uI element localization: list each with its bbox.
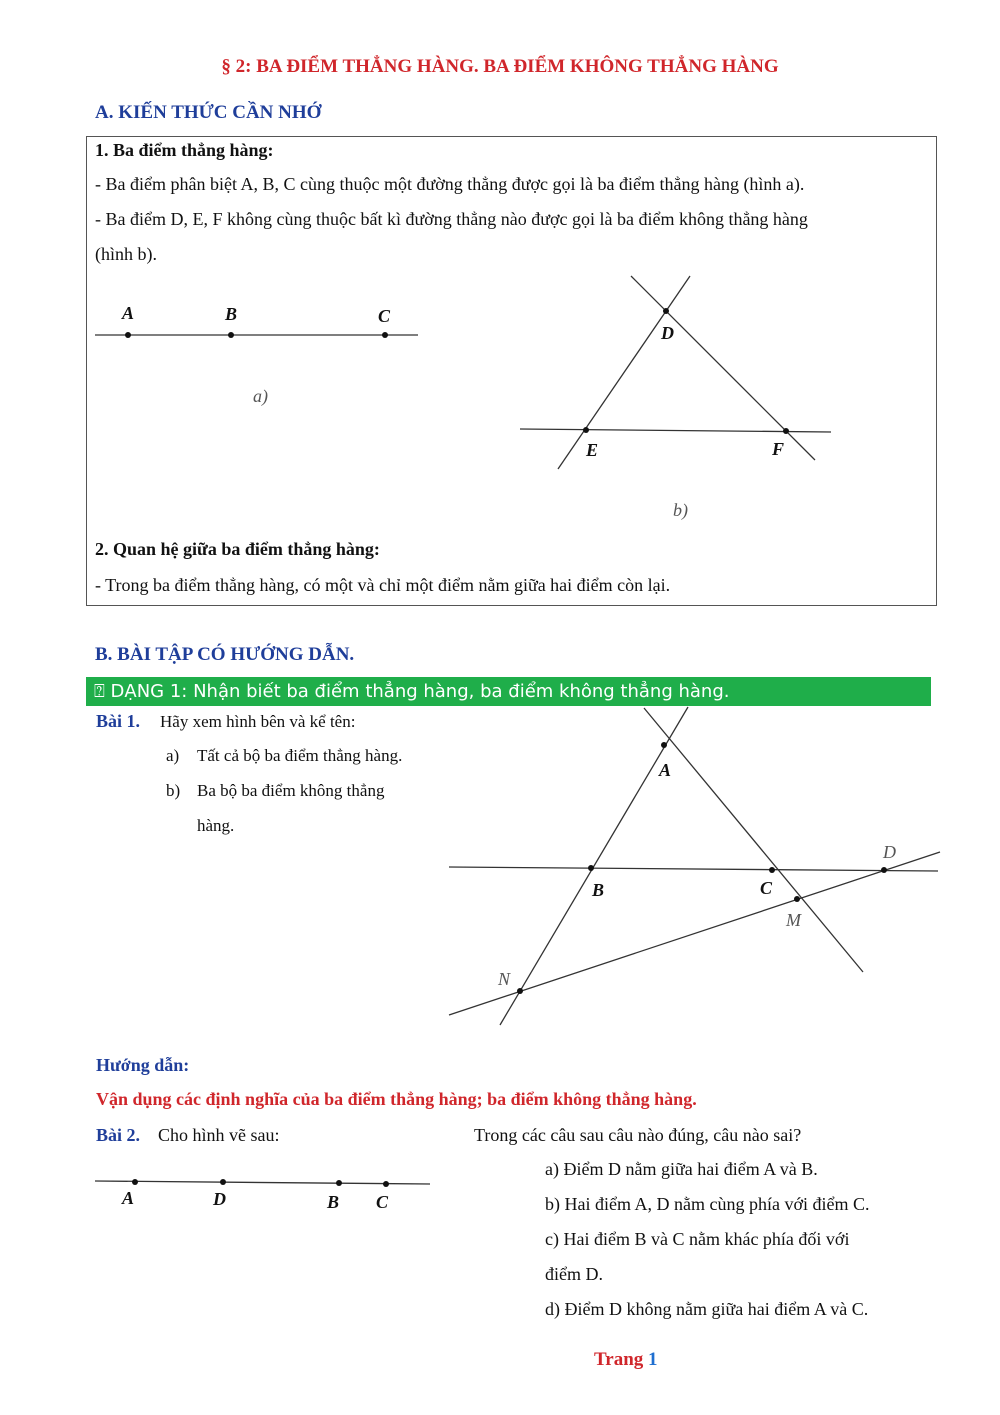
page-footer: [594, 1349, 658, 1371]
bai2-option-c-line1: c) Hai điểm B và C nằm khác phía đối với: [545, 1229, 850, 1249]
item1-line2: - Ba điểm D, E, F không cùng thuộc bất kì đường thẳng nào được gọi là ba điểm không thẳng hàng: [95, 209, 808, 229]
bai1-a-marker: a): [166, 746, 180, 765]
bai1-label-m: M: [786, 910, 801, 930]
dang1-banner: ⍰ DẠNG 1: Nhận biết ba điểm thẳng hàng, ba điểm không thẳng hàng.: [86, 677, 931, 706]
bai2-question: Trong các câu sau câu nào đúng, câu nào sai?: [474, 1125, 802, 1145]
footer-page-number: 1: [648, 1349, 658, 1370]
bai1-label: Bài 1.: [96, 711, 141, 731]
fig-a-label-a: A: [122, 303, 135, 323]
bai1-a-text: Tất cả bộ ba điểm thẳng hàng.: [197, 746, 403, 765]
bai1-label-c: C: [760, 878, 773, 898]
bai2-label-a: A: [122, 1188, 135, 1208]
bai1-prompt: Hãy xem hình bên và kể tên:: [160, 712, 356, 731]
guide-text: Vận dụng các định nghĩa của ba điểm thẳng hàng; ba điểm không thẳng hàng.: [96, 1089, 697, 1109]
footer-label: Trang: [594, 1349, 644, 1370]
bai2-option-a: a) Điểm D nằm giữa hai điểm A và B.: [545, 1159, 818, 1179]
item2-title: 2. Quan hệ giữa ba điểm thẳng hàng:: [95, 539, 380, 559]
section-b-heading: B. BÀI TẬP CÓ HƯỚNG DẪN.: [95, 644, 355, 665]
item1-line1: - Ba điểm phân biệt A, B, C cùng thuộc một đường thẳng được gọi là ba điểm thẳng hàng (hình a).: [95, 174, 805, 194]
fig-a-label-c: C: [378, 306, 391, 326]
bai2-option-d: d) Điểm D không nằm giữa hai điểm A và C.: [545, 1299, 869, 1319]
bai1-label-d: D: [883, 842, 896, 862]
fig-b-label-d: D: [661, 323, 674, 343]
item1-title: 1. Ba điểm thẳng hàng:: [95, 140, 274, 160]
fig-b-label-e: E: [586, 440, 599, 460]
bai2-prompt: Cho hình vẽ sau:: [158, 1125, 280, 1145]
bai2-label-d: D: [213, 1189, 226, 1209]
item2-line1: - Trong ba điểm thẳng hàng, có một và chỉ một điểm nằm giữa hai điểm còn lại.: [95, 575, 671, 595]
page-title: § 2: BA ĐIỂM THẲNG HÀNG. BA ĐIỂM KHÔNG THẲNG HÀNG: [221, 56, 779, 77]
bai2-option-b: b) Hai điểm A, D nằm cùng phía với điểm C.: [545, 1194, 870, 1214]
bai1-label-n: N: [498, 969, 511, 989]
bai1-b-text2: hàng.: [197, 816, 235, 835]
bai2-label: Bài 2.: [96, 1125, 141, 1145]
bai1-b-marker: b): [166, 781, 181, 800]
bai1-label-a: A: [659, 760, 672, 780]
guide-label: Hướng dẫn:: [96, 1055, 190, 1075]
bai2-label-b: B: [327, 1192, 340, 1212]
bai1-label-b: B: [592, 880, 605, 900]
fig-a-caption: a): [253, 386, 268, 406]
fig-b-label-f: F: [772, 439, 785, 459]
bai2-label-c: C: [376, 1192, 389, 1212]
item1-line3: (hình b).: [95, 244, 157, 264]
bai1-b-text1: Ba bộ ba điểm không thẳng: [197, 781, 385, 800]
fig-b-caption: b): [673, 500, 688, 520]
section-a-heading: A. KIẾN THỨC CẦN NHỚ: [95, 102, 322, 123]
fig-a-label-b: B: [225, 304, 238, 324]
bai2-option-c-line2: điểm D.: [545, 1264, 603, 1284]
